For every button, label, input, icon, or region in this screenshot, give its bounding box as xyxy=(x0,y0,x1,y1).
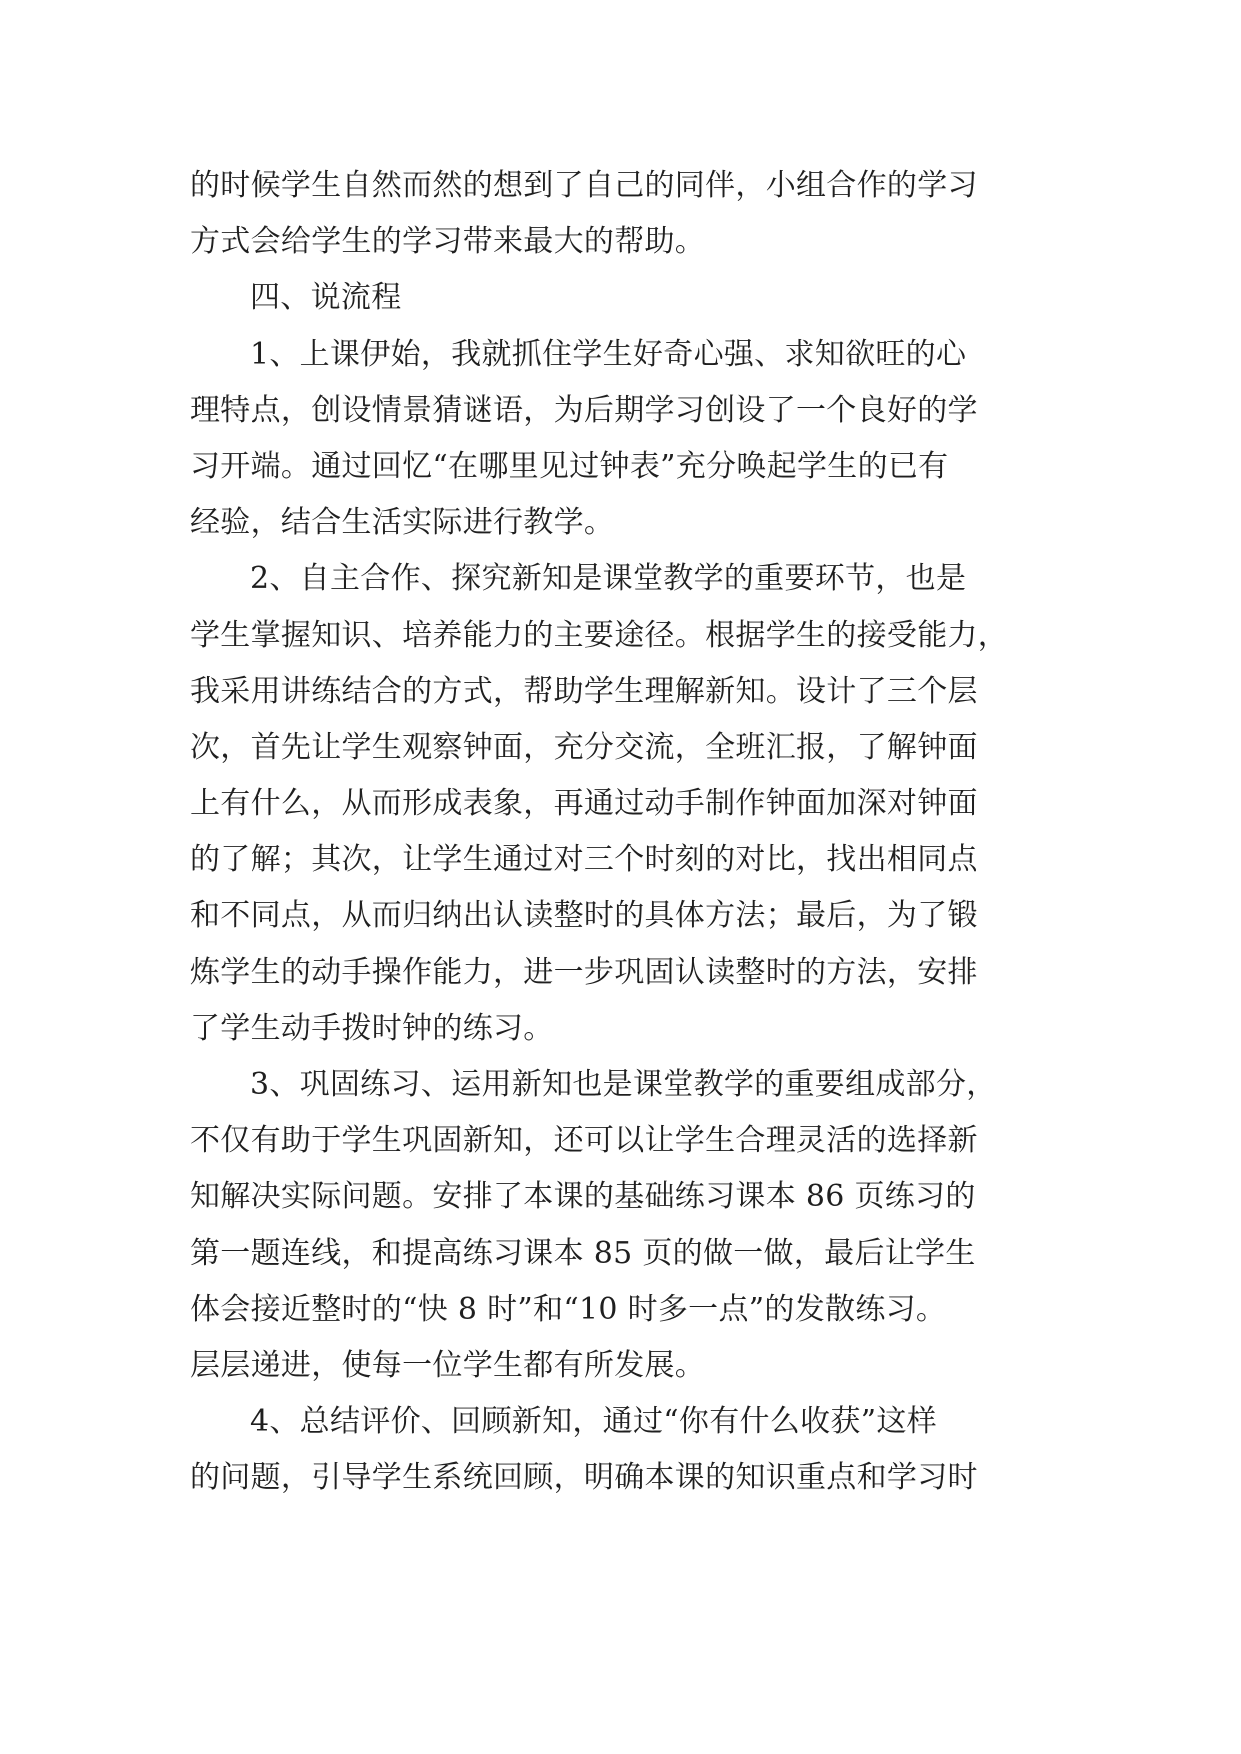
paragraph-start: 3、巩固练习、运用新知也是课堂教学的重要组成部分， xyxy=(250,1067,997,1102)
text-line: 的了解；其次，让学生通过对三个时刻的对比，找出相同点 xyxy=(190,842,978,878)
text-line: 第一题连线，和提高练习课本 85 页的做一做，最后让学生 xyxy=(190,1235,976,1271)
text-line: 我采用讲练结合的方式，帮助学生理解新知。设计了三个层 xyxy=(190,673,978,709)
text-line: 知解决实际问题。安排了本课的基础练习课本 86 页练习的 xyxy=(190,1179,976,1215)
text-line: 和不同点，从而归纳出认读整时的具体方法；最后，为了锻 xyxy=(190,898,978,934)
text-line: 不仅有助于学生巩固新知，还可以让学生合理灵活的选择新 xyxy=(190,1123,978,1159)
text-line: 的问题，引导学生系统回顾，明确本课的知识重点和学习时 xyxy=(190,1460,978,1496)
text-line: 上有什么，从而形成表象，再通过动手制作钟面加深对钟面 xyxy=(190,786,978,822)
paragraph-start: 1、上课伊始，我就抓住学生好奇心强、求知欲旺的心 xyxy=(250,336,967,372)
text-line: 层层递进，使每一位学生都有所发展。 xyxy=(190,1347,706,1383)
text-line: 学生掌握知识、培养能力的主要途径。根据学生的接受能力， xyxy=(190,617,1009,653)
text-line: 炼学生的动手操作能力，进一步巩固认读整时的方法，安排 xyxy=(190,954,978,990)
text-line: 的时候学生自然而然的想到了自己的同伴，小组合作的学习 xyxy=(190,168,978,203)
text-line: 方式会给学生的学习带来最大的帮助。 xyxy=(190,224,706,260)
paragraph-start: 2、自主合作、探究新知是课堂教学的重要环节，也是 xyxy=(250,561,967,597)
text-line: 理特点，创设情景猜谜语，为后期学习创设了一个良好的学 xyxy=(190,392,978,428)
document-body xyxy=(190,158,1055,1507)
text-line: 次，首先让学生观察钟面，充分交流，全班汇报，了解钟面 xyxy=(190,729,978,765)
text-line: 了学生动手拨时钟的练习。 xyxy=(190,1010,554,1046)
text-line: 体会接近整时的“快 8 时”和“10 时多一点”的发散练习。 xyxy=(190,1291,947,1327)
section-heading: 四、说流程 xyxy=(250,280,402,316)
text-line: 习开端。通过回忆“在哪里见过钟表”充分唤起学生的已有 xyxy=(190,448,949,484)
paragraph-start: 4、总结评价、回顾新知，通过“你有什么收获”这样 xyxy=(250,1404,937,1440)
text-line: 经验，结合生活实际进行教学。 xyxy=(190,505,615,541)
